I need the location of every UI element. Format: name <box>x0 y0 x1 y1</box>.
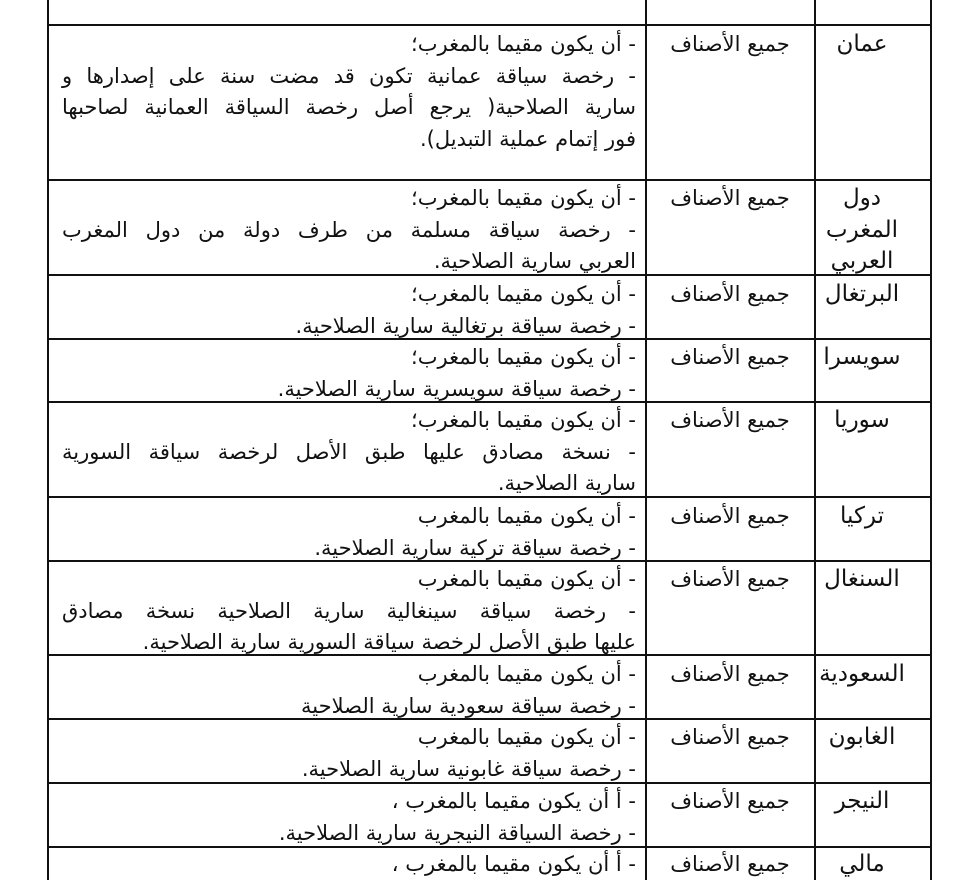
condition-line: - أن يكون مقيما بالمغرب؛ <box>411 186 636 210</box>
condition-line: - أن يكون مقيما بالمغرب <box>417 504 636 528</box>
category-cell: جميع الأصناف <box>670 852 790 876</box>
conditions-cell <box>62 722 636 785</box>
category-cell: جميع الأصناف <box>670 504 790 528</box>
row-border <box>47 24 932 26</box>
row-border <box>47 179 932 181</box>
conditions-cell <box>62 786 636 849</box>
category-cell: جميع الأصناف <box>670 662 790 686</box>
condition-line: - أن يكون مقيما بالمغرب <box>417 662 636 686</box>
country-cell: النيجر <box>834 788 890 814</box>
country-cell: عمان <box>836 31 888 57</box>
conditions-cell <box>62 342 636 405</box>
country-cell: مالي <box>839 851 885 877</box>
condition-line: - أن يكون مقيما بالمغرب؛ <box>411 32 636 56</box>
condition-line: فور إتمام عملية التبديل). <box>419 126 636 151</box>
condition-line: سارية الصلاحية( يرجع أصل رخصة السياقة العمانية لصاحبها <box>62 95 636 119</box>
conditions-cell <box>62 849 636 881</box>
category-cell: جميع الأصناف <box>670 789 790 813</box>
condition-line: - أن يكون مقيما بالمغرب؛ <box>411 282 636 306</box>
category-cell: جميع الأصناف <box>670 725 790 749</box>
condition-line: - أن يكون مقيما بالمغرب؛ <box>411 408 636 432</box>
conditions-cell <box>62 279 636 342</box>
condition-line: عليها طبق الأصل لرخصة سياقة السورية سارية الصلاحية. <box>142 630 636 654</box>
category-cell: جميع الأصناف <box>670 186 790 210</box>
category-cell: جميع الأصناف <box>670 567 790 591</box>
condition-line: - رخصة سياقة سينغالية سارية الصلاحية نسخة مصادق <box>62 598 636 623</box>
table-border-right <box>930 0 932 880</box>
country-cell: البرتغال <box>824 281 900 307</box>
condition-line: - رخصة سياقة تركية سارية الصلاحية. <box>314 535 636 560</box>
condition-line: - رخصة سياقة سويسرية سارية الصلاحية. <box>277 376 636 401</box>
country-cell: تركيا <box>840 503 884 529</box>
condition-line: - رخصة سياقة سعودية سارية الصلاحية <box>301 693 636 718</box>
category-cell: جميع الأصناف <box>670 32 790 56</box>
condition-line: - رخصة السياقة النيجرية سارية الصلاحية. <box>278 820 636 845</box>
condition-line: - رخصة سياقة مسلمة من طرف دولة من دول المغرب <box>62 217 636 242</box>
conditions-cell <box>62 501 636 564</box>
condition-line: سارية الصلاحية. <box>497 471 636 495</box>
country-cell: سوريا <box>834 407 890 433</box>
country-cell: دول المغرب العربي <box>825 185 899 274</box>
condition-line: العربي سارية الصلاحية. <box>433 249 636 273</box>
condition-line: - أ أن يكون مقيما بالمغرب ، <box>391 852 636 876</box>
category-cell: جميع الأصناف <box>670 282 790 306</box>
conditions-cell <box>62 659 636 722</box>
conditions-cell <box>62 29 636 155</box>
country-cell: سويسرا <box>823 344 901 370</box>
country-cell: السنغال <box>824 566 900 592</box>
table-border-left <box>47 0 49 880</box>
condition-line: - أن يكون مقيما بالمغرب <box>417 567 636 591</box>
table-border-conditions-category <box>645 0 647 880</box>
conditions-cell <box>62 183 636 278</box>
category-cell: جميع الأصناف <box>670 408 790 432</box>
conditions-cell <box>62 564 636 659</box>
country-cell: الغابون <box>828 724 896 750</box>
condition-line: - أن يكون مقيما بالمغرب <box>417 725 636 749</box>
condition-line: - أ أن يكون مقيما بالمغرب ، <box>391 789 636 813</box>
conditions-cell <box>62 405 636 500</box>
condition-line: - رخصة سياقة غابونية سارية الصلاحية. <box>301 756 636 781</box>
condition-line: - نسخة مصادق عليها طبق الأصل لرخصة سياقة السورية <box>62 439 636 464</box>
condition-line: - أن يكون مقيما بالمغرب؛ <box>411 345 636 369</box>
condition-line: - رخصة سياقة برتغالية سارية الصلاحية. <box>295 313 636 338</box>
country-cell: السعودية <box>819 661 905 687</box>
category-cell: جميع الأصناف <box>670 345 790 369</box>
condition-line: - رخصة سياقة عمانية تكون قد مضت سنة على إصدارها و <box>62 63 636 88</box>
